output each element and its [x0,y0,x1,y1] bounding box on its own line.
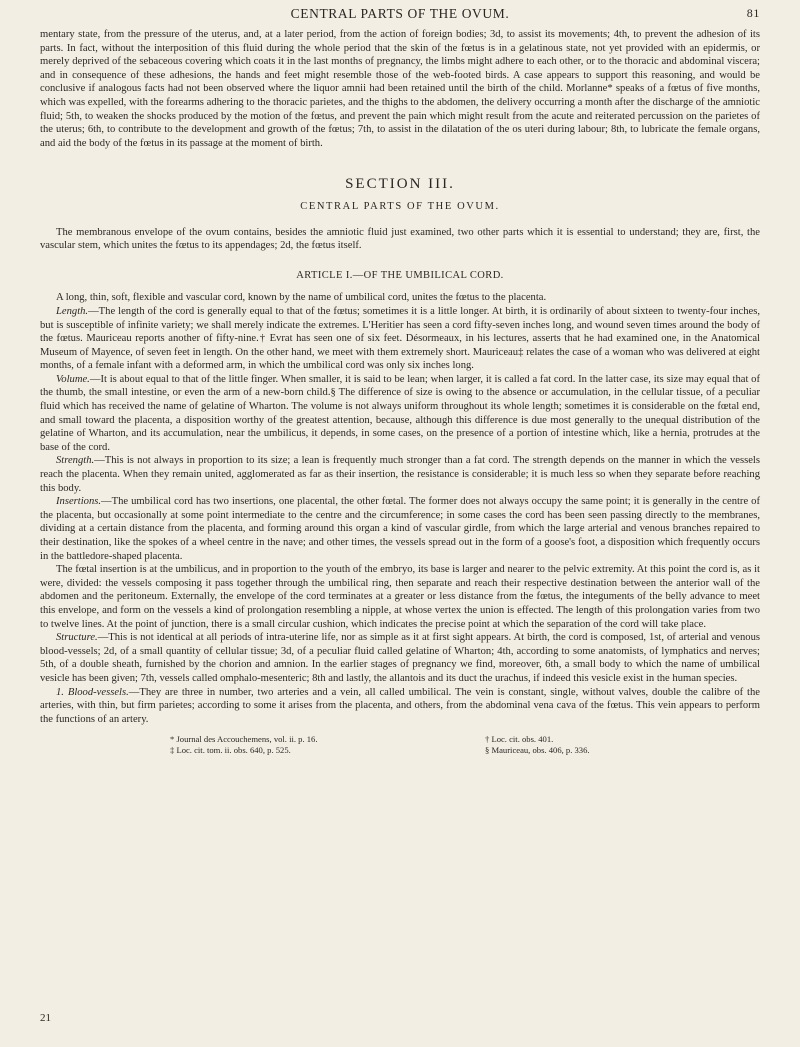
intro-paragraph: mentary state, from the pressure of the uterus, and, at a later period, from the action of foreign bodies; 3d, to assist its movements; 4th, to prevent the adhesion of its parts. In fact, without the interposition of this fluid during the whole period that the skin of the fœtus is in a gelatinous state, not yet provided with an epidermis, or merely deprived of the sebaceous covering which coats it in the last months of pregnancy, the limbs might adhere to each other, or to the thoracic and abdominal viscera; and in consequence of these adhesions, the hands and feet might resemble those of the web-footed birds. A case appears to support this reasoning, and would be conclusive if analogous facts had not been observed where the liquor amnii had been retained until the birth of the child. Morlanne* speaks of a fœtus of five months, which was expelled, with the forearms adhering to the thoracic parietes, and the thighs to the abdomen, the delivery occurring a month after the discharge of the amniotic fluid; 5th, to weaken the shocks produced by the motion of the fœtus, and prevent the pain which might result from the acute and reiterated percussion on the parietes of the uterus; 6th, to contribute to the development and growth of the fœtus; 7th, to assist in the dilatation of the os uteri during labour; 8th, to lubricate the female organs, and aid the body of the fœtus in its passage at the moment of birth. [40,29,760,149]
strength-heading: Strength. [56,455,95,467]
footnote: † Loc. cit. obs. 401. [485,734,554,745]
running-head-title: CENTRAL PARTS OF THE OVUM. [290,6,510,21]
footnote: ‡ Loc. cit. tom. ii. obs. 640, p. 525. [170,745,291,756]
length-paragraph [40,305,760,373]
section-subtitle: CENTRAL PARTS OF THE OVUM. [300,200,500,212]
definition-paragraph: A long, thin, soft, flexible and vascular cord, known by the name of umbilical cord, unites the fœtus to the placenta. [56,292,547,304]
footnote: § Mauriceau, obs. 406, p. 336. [485,745,590,756]
section-intro-paragraph: The membranous envelope of the ovum contains, besides the amniotic fluid just examined, two other parts which it is essential to understand; they are, first, the vascular stem, which unites the fœtus to its appendages; 2d, the fœtus itself. [40,226,760,252]
running-head [40,6,760,28]
body-text [40,28,760,726]
structure-heading: Structure. [56,632,98,644]
volume-heading: Volume. [56,373,90,385]
strength-text: —This is not always in proportion to its size; a lean is frequently much stronger than a fat cord. The strength depends on the manner in which the vessels reach the placenta. When they remain united, agglomerated as far as their insertion, the resistance is considerable; it is much less so when they separate before reaching this body. [40,455,760,494]
signature-mark: 21 [40,1012,51,1024]
foetal-insertion-paragraph: The fœtal insertion is at the umbilicus, and in proportion to the youth of the embryo, its base is larger and nearer to the pelvic extremity. At this point the cord is, as it were, divided: the vessels composing it pass together through the umbilical ring, then separate and reach their respective destination between the anterior wall of the abdomen and the peritoneum. Externally, the envelope of the cord terminates at a greater or less distance from the fœtus, the integuments of the belly advance to meet this envelope, and form on the vessels a kind of prolongation resembling a nipple, at whose vertex the union is effected. The length of this prolongation varies from two to twelve lines. At the point of junction, there is a small circular cushion, which indicates the precise point at which the separation of the cord will take place. [40,564,760,630]
insertions-heading: Insertions. [56,496,102,508]
blood-vessels-heading: 1. Blood-vessels. [56,686,129,698]
structure-text: —This is not identical at all periods of intra-uterine life, nor as simple as it at first sight appears. At birth, the cord is composed, 1st, of arterial and venous blood-vessels; 2d, of a small quantity of cellular tissue; 3d, of a peculiar fluid called gelatine of Wharton; 4th, according to some anatomists, of lymphatics and nerves; 5th, of a double sheath, furnished by the chorion and amnion. In the earlier stages of pregnancy we find, moreover, 6th, a small body to which the name of umbilical vesicle has been given; 7th, vessels called omphalo-mesenteric; 8th and lastly, the allantois and its duct the urachus, if indeed this vesicle exist in the human species. [40,632,760,684]
article-title: ARTICLE I.—OF THE UMBILICAL CORD. [296,269,504,281]
volume-paragraph [40,373,760,455]
length-text: —The length of the cord is generally equal to that of the fœtus; sometimes it is a little longer. At birth, it is ordinarily of about sixteen to twenty-four inches, but is susceptible of infinite variety; we shall merely indicate the extremes. L'Heritier has seen a cord fifty-seven inches long, and wound seven times around the body of the fœtus. Mauriceau reports another of fifty-nine.† Evrat has seen one of six feet. Désormeaux, in his lectures, asserts that he had examined one, in the Anatomical Museum of Mayence, of seven feet in length. On the other hand, we meet with them extremely short. Mauriceau‡ relates the case of a woman who was delivered at eight months, of a female infant with a deformed arm, in which the umbilical cord was only six inches long. [40,305,760,372]
insertions-paragraph [40,495,760,563]
length-heading: Length. [56,305,89,317]
blood-vessels-text: —They are three in number, two arteries and a vein, all called umbilical. The vein is constant, single, without valves, double the calibre of the arteries, with thin, but firm parietes; according to some it arises from the placenta, and others, from the abdominal vena cava of the fœtus. This vein appears to perform the functions of an artery. [40,686,760,725]
insertions-text: —The umbilical cord has two insertions, one placental, the other fœtal. The former does not always occupy the same point; it is generally in the centre of the placenta, but occasionally at some point intermediate to the centre and the circumference; in some cases the cord has been seen passing directly to the membranes, dividing at a certain distance from the placenta, and forming around this organ a kind of vascular girdle, from which the large arterial and venous branches repaired to their destination, like the spokes of a wheel centre in the nave; and other times, the vessels spread out in the form of a goose's foot, a disposition which frequently occurs in the battledore-shaped placenta. [40,496,760,562]
footnotes [40,734,760,756]
footnote: * Journal des Accouchemens, vol. ii. p. 16. [170,734,318,745]
blood-vessels-paragraph [40,686,760,727]
structure-paragraph [40,631,760,685]
page-number: 81 [746,6,760,20]
strength-paragraph [40,454,760,495]
section-title: SECTION III. [345,176,455,193]
volume-text: —It is about equal to that of the little finger. When smaller, it is said to be lean; when larger, it is called a fat cord. In the latter case, its size may equal that of the thumb, the small intestine, or even the arm of a new-born child.§ The difference of size is owing to the absence or accumulation, in the cellular tissue, of a peculiar fluid which has received the name of gelatine of Wharton. The volume is not always uniform throughout its whole length; sometimes it is considerable on the fœtal end, and small toward the placenta, a disposition worthy of the greatest attention, because, although this difference is due most generally to the unequal distribution of the gelatine of Wharton, and its accumulation, near the umbilicus, it depends, in some cases, on the presence of a portion of intestine which, like a hernia, protrudes at the base of the cord. [40,373,760,453]
